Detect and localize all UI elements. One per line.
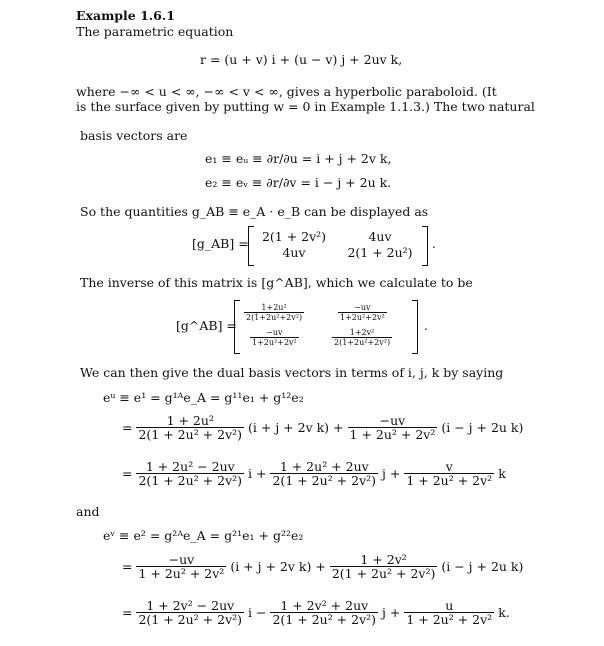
matrix-gab-lhs: [g_AB] = (192, 236, 249, 251)
matrix-cell: $\frac{-uv}{\text{1+2u²+2v²}}$ (252, 328, 297, 347)
equation-r: r = (u + v) i + (u − v) j + 2uv k, (200, 52, 403, 67)
paragraph-line: is the surface given by putting w = 0 in Example 1.1.3.) The two natural (76, 99, 535, 114)
paragraph-line: The inverse of this matrix is [g^AB], which we calculate to be (80, 275, 473, 290)
matrix-end: . (424, 318, 428, 333)
intro-text: The parametric equation (76, 24, 234, 39)
paragraph-line: So the quantities g_AB ≡ e_A · e_B can be displayed as (80, 204, 429, 219)
paragraph-line: basis vectors are (80, 128, 188, 143)
bracket-right (412, 300, 418, 354)
equation-ev-line2: = $\frac{\text{1 + 2v² − 2uv}}{\text{2(1 + 2u² + 2v²)}}$ i − $\frac{\text{1 + 2v² + 2uv}}{\text{2(1 + 2u² + 2v²)}}$ j + $\frac{u}{\text{1 + 2u² + 2v²}}$ k. (122, 598, 510, 627)
and-text: and (76, 504, 100, 519)
equation-e2: e₂ ≡ eᵥ ≡ ∂r/∂v = i − j + 2u k. (205, 175, 392, 190)
matrix-cell: 4uv (282, 245, 306, 260)
paragraph-line: where −∞ < u < ∞, −∞ < v < ∞, gives a hyperbolic paraboloid. (It (76, 84, 497, 99)
matrix-cell: 2(1 + 2u²) (347, 245, 413, 260)
bracket-left (234, 300, 240, 354)
equation-eu-definition: eᵘ ≡ e¹ = g¹ᴬe_A = g¹¹e₁ + g¹²e₂ (103, 390, 304, 405)
bracket-right (422, 226, 428, 266)
matrix-end: . (432, 236, 436, 251)
matrix-cell: 2(1 + 2v²) (261, 229, 327, 244)
equation-ev-line1: = $\frac{-uv}{\text{1 + 2u² + 2v²}}$ (i + j + 2v k) + $\frac{\text{1 + 2v²}}{\text{2(1 + 2u² + 2v²)}}$ (i − j + 2u k) (122, 552, 524, 581)
matrix-cell: $\frac{\text{1+2u²}}{\text{2(1+2u²+2v²)}}$ (246, 303, 303, 322)
example-heading: Example 1.6.1 (76, 8, 175, 23)
equation-eu-line1: = $\frac{\text{1 + 2u²}}{\text{2(1 + 2u² + 2v²)}}$ (i + j + 2v k) + $\frac{-uv}{\text{1 + 2u² + 2v²}}$ (i − j + 2u k) (122, 413, 524, 442)
matrix-cell: 4uv (368, 229, 392, 244)
equation-ev-definition: eᵛ ≡ e² = g²ᴬe_A = g²¹e₁ + g²²e₂ (103, 528, 304, 543)
paragraph-line: We can then give the dual basis vectors in terms of i, j, k by saying (80, 365, 504, 380)
equation-eu-line2: = $\frac{\text{1 + 2u² − 2uv}}{\text{2(1 + 2u² + 2v²)}}$ i + $\frac{\text{1 + 2u² + 2uv}}{\text{2(1 + 2u² + 2v²)}}$ j + $\frac{v}{\text{1 + 2u² + 2v²}}$ k (122, 459, 506, 488)
matrix-cell: $\frac{-uv}{\text{1+2u²+2v²}}$ (340, 303, 385, 322)
matrix-gab-inv-lhs: [g^AB] = (176, 318, 237, 333)
equation-e1: e₁ ≡ eᵤ ≡ ∂r/∂u = i + j + 2v k, (205, 151, 392, 166)
matrix-cell: $\frac{\text{1+2v²}}{\text{2(1+2u²+2v²)}}$ (334, 328, 391, 347)
